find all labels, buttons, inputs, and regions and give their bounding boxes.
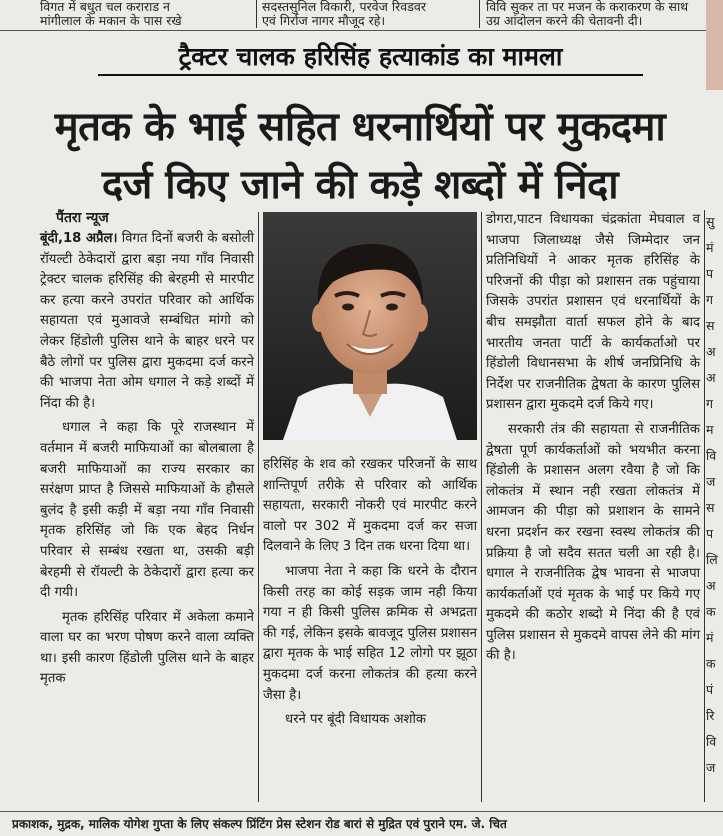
paragraph: धगाल ने कहा कि पूरे राजस्थान में वर्तमान में बजरी माफियाओं का बोलबाला है बजरी माफियाओं का राज्य सरकार का सरंक्षण प्राप्त है जिससे माफियाओं के हौसले बुलंद है इसी कड़ी में बड़ा नया गाँव निवासी मृतक हरिसिंह जो कि एक बेहद निर्धन परिवार से सम्बंध रखता था, उसकी बड़ी बेरहमी से रॉयल्टी के ठेकेदारों द्वारा हत्या कर दी गयी। bbox=[40, 420, 254, 601]
edge-letter: पं bbox=[706, 682, 714, 697]
edge-letter: लि bbox=[706, 552, 718, 567]
article-column-2 bbox=[263, 455, 477, 731]
edge-letter: ग bbox=[706, 292, 714, 307]
paragraph: धरने पर बूंदी विधायक अशोक bbox=[285, 712, 427, 728]
edge-letter: स bbox=[706, 500, 715, 515]
edge-letter: वि bbox=[706, 448, 717, 463]
edge-letter: मं bbox=[706, 240, 714, 255]
article-column-3 bbox=[486, 210, 700, 667]
edge-letter: अ bbox=[706, 578, 716, 593]
paragraph bbox=[40, 229, 254, 414]
politician-photo bbox=[263, 212, 477, 440]
edge-letter: सु bbox=[706, 214, 715, 229]
headline-line-1: मृतक के भाई सहित धरनार्थियों पर मुकदमा bbox=[54, 104, 666, 150]
section-divider bbox=[0, 30, 706, 31]
portrait-illustration bbox=[263, 212, 477, 440]
strip-line: सदस्तसुनिल विकारी, परवेज रिवडवर bbox=[262, 0, 426, 14]
edge-letter: वि bbox=[706, 734, 717, 749]
strip-line: विवि सुकर ता पर मजन के कराकरण के साथ bbox=[486, 0, 689, 14]
edge-letter: ज bbox=[706, 474, 716, 489]
strip-line: मांगीलाल के मकान के पास रखे bbox=[40, 13, 182, 28]
paragraph: डोगरा,पाटन विधायका चंद्रकांता मेघवाल व भाजपा जिलाध्यक्ष जैसे जिम्मेदार जन प्रतिनिधियों ने आकर मृतक हरिसिंह के परिजनों की पीड़ा को प्रशासन तक पहुंचाया जिसके उपरांत प्रशासन एवं धरनार्थियों के बीच समझौता वार्ता सफल होने के बाद भारतीय जनता पार्टी के कार्यकर्ताओ पर हिंडोली विधानसभा के शीर्ष जनप्रिनिधि के निर्देश पर राजनीतिक द्वेषता के कारण पुलिस प्रशासन द्वारा मुकदमे दर्ज किये गए। bbox=[486, 212, 700, 413]
strip-line: उग्र आंदोलन करने की चेतावनी दी। bbox=[486, 13, 643, 28]
edge-letter: ग bbox=[706, 396, 714, 411]
kicker-headline: ट्रैक्टर चालक हरिसिंह हत्याकांड का मामला bbox=[98, 40, 643, 76]
edge-letter: क bbox=[706, 604, 716, 619]
column-rule bbox=[479, 0, 480, 28]
column-rule bbox=[256, 0, 257, 28]
dateline: बूंदी,18 अप्रैल। bbox=[40, 231, 118, 246]
headline-line-2: दर्ज किए जाने की कड़े शब्दों में निंदा bbox=[101, 162, 619, 208]
column-rule bbox=[481, 212, 482, 802]
adjacent-photo-edge bbox=[706, 0, 723, 90]
edge-letter: प bbox=[706, 266, 714, 281]
imprint-footer: प्रकाशक, मुद्रक, मालिक योगेश गुप्ता के लिए संकल्प प्रिंटिंग प्रेस स्टेशन रोड बारां से मुद्रित एवं पुराने एम. जे. चित bbox=[0, 811, 723, 836]
edge-letter: रि bbox=[706, 708, 715, 723]
column-rule bbox=[258, 212, 259, 802]
edge-letter: स bbox=[706, 318, 715, 333]
top-strip-col1 bbox=[40, 0, 254, 28]
edge-letter: मं bbox=[706, 630, 714, 645]
paragraph: मृतक हरिसिंह परिवार में अकेला कमाने वाला घर का भरण पोषण करने वाला व्यक्ति था। इसी कारण हिंडोली पुलिस थाने के बाहर मृतक bbox=[40, 609, 254, 687]
edge-letter: अ bbox=[706, 370, 716, 385]
paragraph: सरकारी तंत्र की सहायता से राजनीतिक द्वेषता पूर्ण कार्यकर्ताओं को भयभीत करना हिंडोली के प्रशासन अलग रवैया है जो कि लोकतंत्र में स्थान नही रखता लोकतंत्र में आमजन की पीड़ा को प्रशाशन के सामने धरना प्रदर्शन कर रखना स्वस्थ लोकतंत्र की प्रक्रिया है जो सदैव सतत चली आ रही है। धगाल ने राजनीतिक द्वेष भावना से भाजपा कार्यकर्ताओं एवं मृतक के भाई पर किये गए मुकदमे की कठोर शब्दो मे निंदा की है एवं पुलिस प्रशासन से मुकदमे वापस लेने की मांग की है। bbox=[486, 421, 700, 664]
paragraph: भाजपा नेता ने कहा कि धरने के दौरान किसी तरह का कोई सड़क जाम नही किया गया न ही किसी पुलिस क्रमिक से अभद्रता की गई, लेकिन इसके बावजूद पुलिस प्रशासन द्वारा मृतक के भाई सहित 12 लोगो पर झूठा मुकदमा दर्ज करना लोकतंत्र की हत्या करने जैसा है। bbox=[263, 563, 477, 703]
top-strip-col3 bbox=[486, 0, 700, 28]
paragraph: हरिसिंह के शव को रखकर परिजनों के साथ शान्तिपूर्ण तरीके से परिवार को आर्थिक सहायता, सरकारी नोकरी एवं मारपीट करने वालो पर 302 में मुकदमा दर्ज कर सजा दिलवाने के लिए 3 दिन तक धरना दिया था। bbox=[263, 457, 477, 555]
main-headline bbox=[20, 98, 700, 214]
edge-letter: अ bbox=[706, 344, 716, 359]
edge-letter: प bbox=[706, 526, 714, 541]
paragraph-text: विगत दिनों बजरी के बसोली रॉयल्टी ठेकेदारों द्वारा बड़ा नया गाँव निवासी ट्रेक्टर चालक हरिसिंह की बेरहमी से मारपीट कर हत्या करने उपरांत परिवार को आर्थिक सहायता एवं मुआवजे सम्बंधित मांगो को लेकर हिंडोली पुलिस थाने के बाहर धरने पर बैठे लोगों पर पुलिस द्वारा मुकदमा दर्ज करने की भाजपा नेता ओम धगाल ने कड़े शब्दों में निंदा की है। bbox=[40, 231, 254, 411]
top-strip-col2 bbox=[262, 0, 476, 28]
strip-line: विगत में बधुत चल कराराड न bbox=[40, 0, 170, 14]
strip-line: एवं गिर्राज नागर मौजूद रहे। bbox=[262, 13, 386, 28]
edge-letter: ज bbox=[706, 760, 716, 775]
edge-letter: क bbox=[706, 656, 716, 671]
byline: पैंतरा न्यूज bbox=[56, 210, 109, 226]
edge-letter: म bbox=[706, 422, 714, 437]
column-rule bbox=[704, 210, 705, 802]
article-column-1 bbox=[40, 229, 254, 690]
